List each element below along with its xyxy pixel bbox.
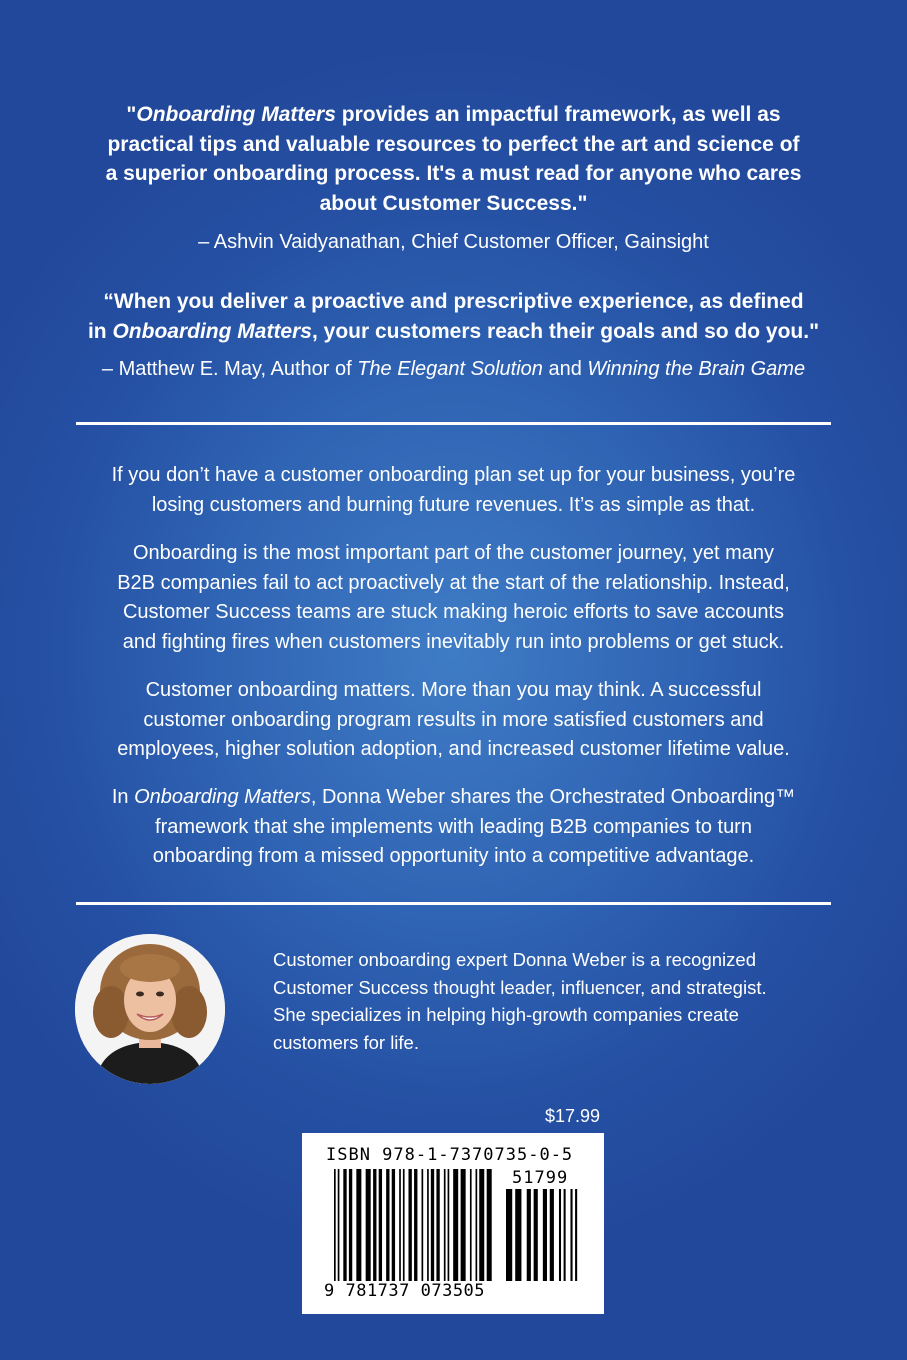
divider-bottom [76, 902, 831, 905]
italic-title: Onboarding Matters [134, 786, 311, 808]
author-bio [273, 946, 833, 1056]
barcode-bar [403, 1169, 405, 1281]
divider-top [76, 422, 831, 425]
barcode-bar [414, 1169, 417, 1281]
barcode-bar [470, 1169, 472, 1281]
barcode-bar [575, 1189, 577, 1281]
text-line [60, 461, 847, 491]
isbn-number: ISBN 978-1-7370735-0-5 [326, 1145, 574, 1165]
text-line [60, 130, 847, 160]
text-line [60, 159, 847, 189]
italic-title: Onboarding Matters [136, 103, 336, 126]
text-run: , your customers reach their goals and so do you." [311, 319, 820, 343]
text-line [40, 356, 867, 382]
text-run: and [542, 358, 588, 380]
price-label: $17.99 [545, 1106, 601, 1126]
barcode-bar [515, 1189, 521, 1281]
text-run: She specializes in helping high-growth companies create [273, 1004, 739, 1025]
barcode-bar [506, 1189, 512, 1281]
text-line [60, 598, 847, 628]
text-run: about Customer Success." [319, 191, 588, 215]
description-paragraph-3 [60, 676, 847, 765]
description-paragraph-4 [60, 783, 847, 872]
italic-title: Winning the Brain Game [587, 358, 806, 380]
text-line [60, 628, 847, 658]
endorsement-quote-1 [60, 100, 847, 218]
barcode-bar [373, 1169, 376, 1281]
barcode-bar [408, 1169, 411, 1281]
barcode-bar [527, 1189, 531, 1281]
barcode-bar [476, 1169, 478, 1281]
addon-barcode-bars [506, 1189, 582, 1281]
text-line [60, 189, 847, 219]
text-run: employees, higher solution adoption, and increased customer lifetime value. [117, 738, 790, 760]
text-line [60, 735, 847, 765]
text-run: customers for life. [273, 1031, 419, 1053]
text-line [273, 1001, 833, 1029]
author-photo [75, 934, 225, 1084]
barcode-bar [422, 1169, 424, 1281]
text-line [60, 842, 847, 872]
text-run: B2B companies fail to act proactively at the start of the relationship. Instead, [117, 571, 790, 594]
text-run: losing customers and burning future revenues. It’s as simple as that. [151, 493, 756, 516]
barcode-bar [479, 1169, 484, 1281]
barcode-bar [338, 1169, 340, 1281]
text-run: – Ashvin Vaidyanathan, Chief Customer Officer, Gainsight [198, 231, 709, 253]
author-portrait-illustration [75, 934, 225, 1084]
barcode-bar [444, 1169, 446, 1281]
text-run: in [87, 319, 113, 343]
text-line [60, 569, 847, 599]
text-run: Customer Success teams are stuck making heroic efforts to save accounts [122, 601, 785, 623]
description-paragraph-2 [60, 539, 847, 657]
text-run: Onboarding is the most important part of the customer journey, yet many [132, 542, 775, 564]
barcode-bar [453, 1169, 458, 1281]
text-line [60, 676, 847, 706]
endorsement-attribution-2 [40, 356, 867, 382]
text-line [273, 1029, 833, 1057]
text-run: “When you deliver a proactive and prescriptive experience, as defined [103, 290, 804, 313]
italic-title: The Elegant Solution [357, 358, 543, 380]
text-run: Customer onboarding expert Donna Weber is a recognized [273, 949, 756, 970]
text-run: , Donna Weber shares the Orchestrated Onboarding™ [310, 786, 796, 808]
barcode-bar [559, 1189, 561, 1281]
text-run: If you don’t have a customer onboarding plan set up for your business, you’re [111, 464, 796, 486]
barcode-bar [431, 1169, 434, 1281]
italic-title: Onboarding Matters [112, 319, 312, 343]
text-run: and fighting fires when customers inevitably run into problems or get stuck. [122, 630, 785, 653]
ean-digits: 9 781737 073505 [324, 1281, 486, 1301]
text-line [60, 539, 847, 569]
barcode-bar [349, 1169, 352, 1281]
barcode-bar [366, 1169, 371, 1281]
barcode-bar [448, 1169, 450, 1281]
ean-barcode-bars [334, 1169, 496, 1281]
text-run: In [111, 786, 135, 808]
barcode-bar [356, 1169, 361, 1281]
text-run: " [126, 103, 137, 126]
text-run: customer onboarding program results in more satisfied customers and [143, 708, 764, 731]
description-paragraph-1 [60, 461, 847, 520]
text-run: a superior onboarding process. It's a must read for anyone who cares [105, 162, 802, 185]
barcode-bar [334, 1169, 336, 1281]
barcode-bar [534, 1189, 538, 1281]
text-run: – Matthew E. May, Author of [101, 358, 358, 380]
text-line [60, 287, 847, 317]
text-line [273, 946, 833, 974]
text-line [60, 491, 847, 521]
barcode-price-code: 51799 [512, 1168, 569, 1188]
barcode-bar [564, 1189, 566, 1281]
barcode-bar [461, 1169, 466, 1281]
text-line [60, 813, 847, 843]
endorsement-quote-2 [60, 287, 847, 346]
text-line [40, 229, 867, 255]
barcode-bar [386, 1169, 389, 1281]
barcode-bar [379, 1169, 382, 1281]
barcode-bar [427, 1169, 429, 1281]
text-run: Customer onboarding matters. More than you may think. A successful [145, 679, 762, 701]
barcode-bar [399, 1169, 401, 1281]
barcode-bar [436, 1169, 439, 1281]
barcode-bar [343, 1169, 346, 1281]
barcode-bar [550, 1189, 554, 1281]
text-line [273, 974, 833, 1002]
text-line [60, 706, 847, 736]
isbn-barcode [302, 1133, 604, 1314]
barcode-bar [543, 1189, 547, 1281]
text-run: framework that she implements with leading B2B companies to turn [155, 815, 752, 838]
text-line [60, 100, 847, 130]
barcode-bar [392, 1169, 395, 1281]
text-line [60, 317, 847, 347]
barcode-bar [570, 1189, 572, 1281]
text-run: practical tips and valuable resources to perfect the art and science of [107, 132, 800, 156]
barcode-bar [487, 1169, 492, 1281]
text-run: provides an impactful framework, as well as [335, 103, 781, 126]
text-run: onboarding from a missed opportunity into a competitive advantage. [152, 845, 755, 867]
endorsement-attribution-1 [40, 229, 867, 255]
text-run: Customer Success thought leader, influencer, and strategist. [273, 976, 767, 998]
text-line [60, 783, 847, 813]
